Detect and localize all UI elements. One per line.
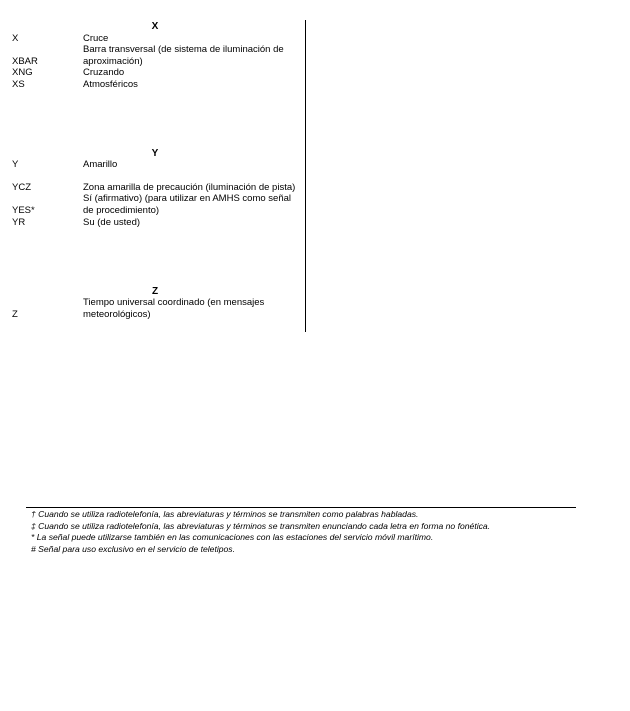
abbreviation: X (12, 32, 19, 44)
section-heading-x: X (151, 21, 159, 32)
footnote-text: La señal puede utilizarse también en las comunicaciones con las estaciones del servicio móvil marítimo. (36, 532, 434, 542)
entry-row (0, 297, 300, 320)
footnote-text: Cuando se utiliza radiotelefonía, las abreviaturas y términos se transmiten enunciando cada letra en forma no fonética. (38, 520, 491, 531)
abbreviation: XBAR (12, 55, 38, 67)
abbreviation: XS (12, 78, 25, 90)
section-heading-z: Z (151, 286, 159, 297)
entry-row (0, 67, 300, 78)
entry-row (0, 170, 300, 193)
footnote (31, 521, 601, 533)
abbreviation: Z (12, 308, 18, 320)
footnote-separator (26, 507, 576, 508)
meaning: Barra transversal (de sistema de iluminación de aproximación) (83, 44, 284, 67)
footnote-text: Señal para uso exclusivo en el servicio de teletipos. (38, 543, 235, 554)
meaning: Tiempo universal coordinado (en mensajes meteorológicos) (83, 297, 265, 320)
entry-row (0, 217, 300, 228)
footnote (31, 544, 601, 556)
footnote-mark: ‡ (31, 520, 36, 531)
footnote-text: Cuando se utiliza radiotelefonía, las abreviaturas y términos se transmiten como palabras habladas. (38, 509, 419, 519)
meaning: Cruzando (83, 66, 125, 78)
meaning: Cruce (83, 32, 109, 44)
abbreviation: XNG (12, 66, 33, 78)
footnote-mark: # (31, 543, 36, 554)
meaning: Amarillo (83, 158, 118, 170)
entry-row (0, 193, 300, 216)
abbreviation: YES* (12, 204, 35, 216)
meaning: Zona amarilla de precaución (iluminación de pista) (83, 181, 296, 193)
abbreviation: Y (12, 158, 19, 170)
entry-row (0, 79, 300, 90)
entry-row (0, 44, 300, 67)
entry-row (0, 33, 300, 44)
abbreviation: YCZ (12, 181, 31, 193)
footnotes (31, 509, 601, 555)
entry-row (0, 159, 300, 170)
footnote (31, 532, 601, 544)
abbreviation: YR (12, 216, 26, 228)
footnote (31, 509, 601, 521)
footnote-mark: * (31, 532, 35, 542)
footnote-mark: † (31, 509, 36, 519)
meaning: Su (de usted) (83, 216, 141, 228)
meaning: Sí (afirmativo) (para utilizar en AMHS como señal de procedimiento) (83, 193, 292, 216)
section-heading-y: Y (151, 148, 159, 159)
meaning: Atmosféricos (83, 78, 138, 90)
